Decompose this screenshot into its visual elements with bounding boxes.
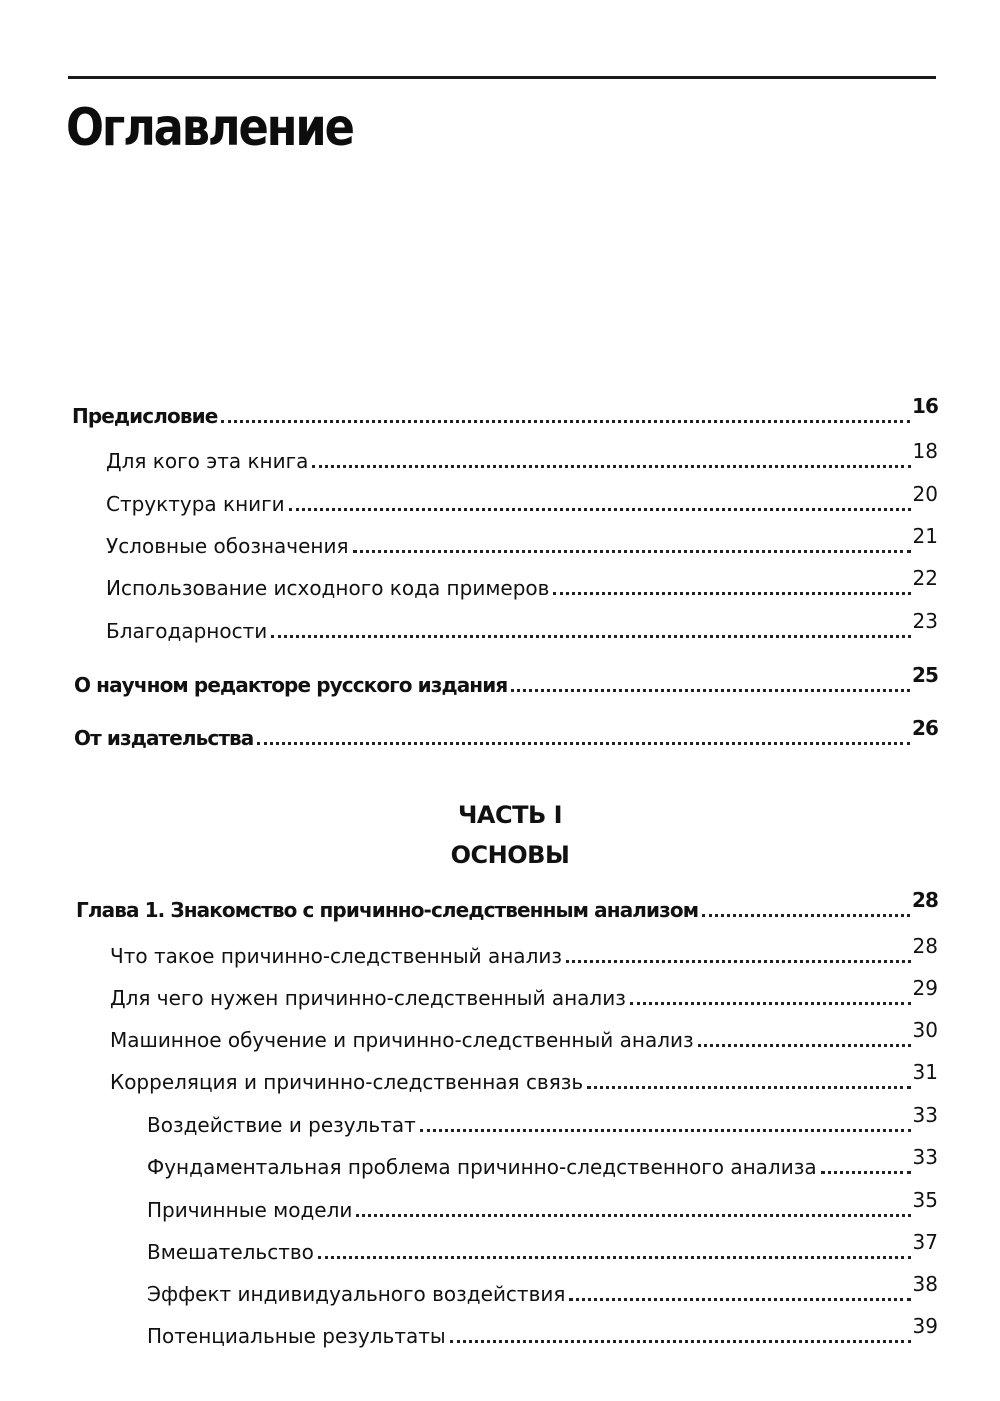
toc-entry-label: Благодарности (106, 619, 268, 643)
toc-entry-label: О научном редакторе русского издания (74, 673, 508, 697)
toc-entry-intervention[interactable] (147, 1230, 938, 1266)
dot-leader (312, 465, 910, 468)
toc-entry-page: 21 (912, 524, 938, 548)
toc-entry-label: Вмешательство (147, 1240, 314, 1264)
toc-entry-page: 16 (911, 394, 938, 418)
dot-leader (630, 1002, 911, 1005)
toc-entry-label: Что такое причинно-следственный анализ (110, 944, 562, 968)
toc-entry-what-is-causal[interactable] (110, 934, 938, 970)
dot-leader (821, 1171, 911, 1174)
toc-entry-publisher[interactable] (74, 716, 938, 752)
toc-entry-page: 35 (912, 1188, 938, 1212)
dot-leader (221, 420, 910, 423)
toc-entry-page: 20 (912, 482, 938, 506)
toc-entry-label: Потенциальные результаты (147, 1324, 446, 1348)
toc-entry-ml-and-causal[interactable] (110, 1018, 938, 1054)
toc-entry-label: Эффект индивидуального воздействия (147, 1282, 566, 1306)
toc-entry-page: 31 (912, 1060, 938, 1084)
toc-entry-conventions[interactable] (106, 524, 938, 560)
toc-entry-preface[interactable] (72, 394, 938, 430)
dot-leader (318, 1256, 911, 1259)
toc-entry-page: 29 (912, 976, 938, 1000)
toc-entry-label: Условные обозначения (106, 534, 349, 558)
toc-entry-page: 33 (912, 1145, 938, 1169)
dot-leader (702, 914, 910, 917)
toc-entry-label: Использование исходного кода примеров (106, 576, 550, 600)
part-name-heading: ОСНОВЫ (450, 841, 570, 869)
toc-entry-code-examples[interactable] (106, 566, 938, 602)
toc-entry-page: 22 (912, 566, 938, 590)
dot-leader (289, 508, 911, 511)
toc-entry-label: Предисловие (72, 404, 218, 428)
toc-entry-page: 18 (912, 439, 938, 463)
toc-entry-fundamental-problem[interactable] (147, 1145, 938, 1181)
toc-entry-label: Глава 1. Знакомство с причинно-следственным анализом (76, 898, 699, 922)
dot-leader (511, 689, 910, 692)
toc-entry-correlation-causation[interactable] (110, 1060, 938, 1096)
page-title: Оглавление (66, 98, 353, 158)
toc-entry-label: От издательства (74, 726, 254, 750)
dot-leader (698, 1044, 911, 1047)
dot-leader (420, 1129, 911, 1132)
toc-entry-page: 23 (912, 609, 938, 633)
dot-leader (553, 592, 910, 595)
toc-entry-acknowledgements[interactable] (106, 609, 938, 645)
toc-entry-label: Фундаментальная проблема причинно-следственного анализа (147, 1155, 817, 1179)
toc-entry-page: 39 (912, 1314, 938, 1338)
toc-entry-chapter-1[interactable] (76, 888, 938, 924)
toc-entry-page: 28 (912, 934, 938, 958)
toc-entry-label: Причинные модели (147, 1198, 353, 1222)
toc-entry-label: Воздействие и результат (147, 1113, 416, 1137)
toc-entry-audience[interactable] (106, 439, 938, 475)
dot-leader (566, 960, 911, 963)
dot-leader (356, 1214, 910, 1217)
toc-entry-page: 37 (912, 1230, 938, 1254)
top-rule (68, 76, 936, 79)
toc-entry-label: Корреляция и причинно-следственная связь (110, 1070, 584, 1094)
part-number-heading: ЧАСТЬ I (457, 801, 563, 829)
toc-entry-page: 33 (912, 1103, 938, 1127)
dot-leader (271, 635, 910, 638)
toc-entry-individual-effect[interactable] (147, 1272, 938, 1308)
toc-entry-label: Структура книги (106, 492, 285, 516)
toc-entry-treatment-outcome[interactable] (147, 1103, 938, 1139)
dot-leader (353, 550, 911, 553)
toc-entry-page: 38 (912, 1272, 938, 1296)
toc-entry-label: Машинное обучение и причинно-следственный анализ (110, 1028, 694, 1052)
dot-leader (587, 1086, 910, 1089)
toc-entry-book-structure[interactable] (106, 482, 938, 518)
toc-entry-page: 30 (912, 1018, 938, 1042)
dot-leader (450, 1340, 911, 1343)
toc-entry-page: 26 (911, 716, 938, 740)
toc-entry-why-causal[interactable] (110, 976, 938, 1012)
toc-entry-causal-models[interactable] (147, 1188, 938, 1224)
dot-leader (257, 742, 910, 745)
toc-entry-page: 25 (911, 663, 938, 687)
toc-entry-potential-outcomes[interactable] (147, 1314, 938, 1350)
toc-entry-label: Для чего нужен причинно-следственный анализ (110, 986, 626, 1010)
dot-leader (569, 1298, 910, 1301)
toc-entry-scientific-editor[interactable] (74, 663, 938, 699)
toc-entry-page: 28 (911, 888, 938, 912)
toc-entry-label: Для кого эта книга (106, 449, 309, 473)
